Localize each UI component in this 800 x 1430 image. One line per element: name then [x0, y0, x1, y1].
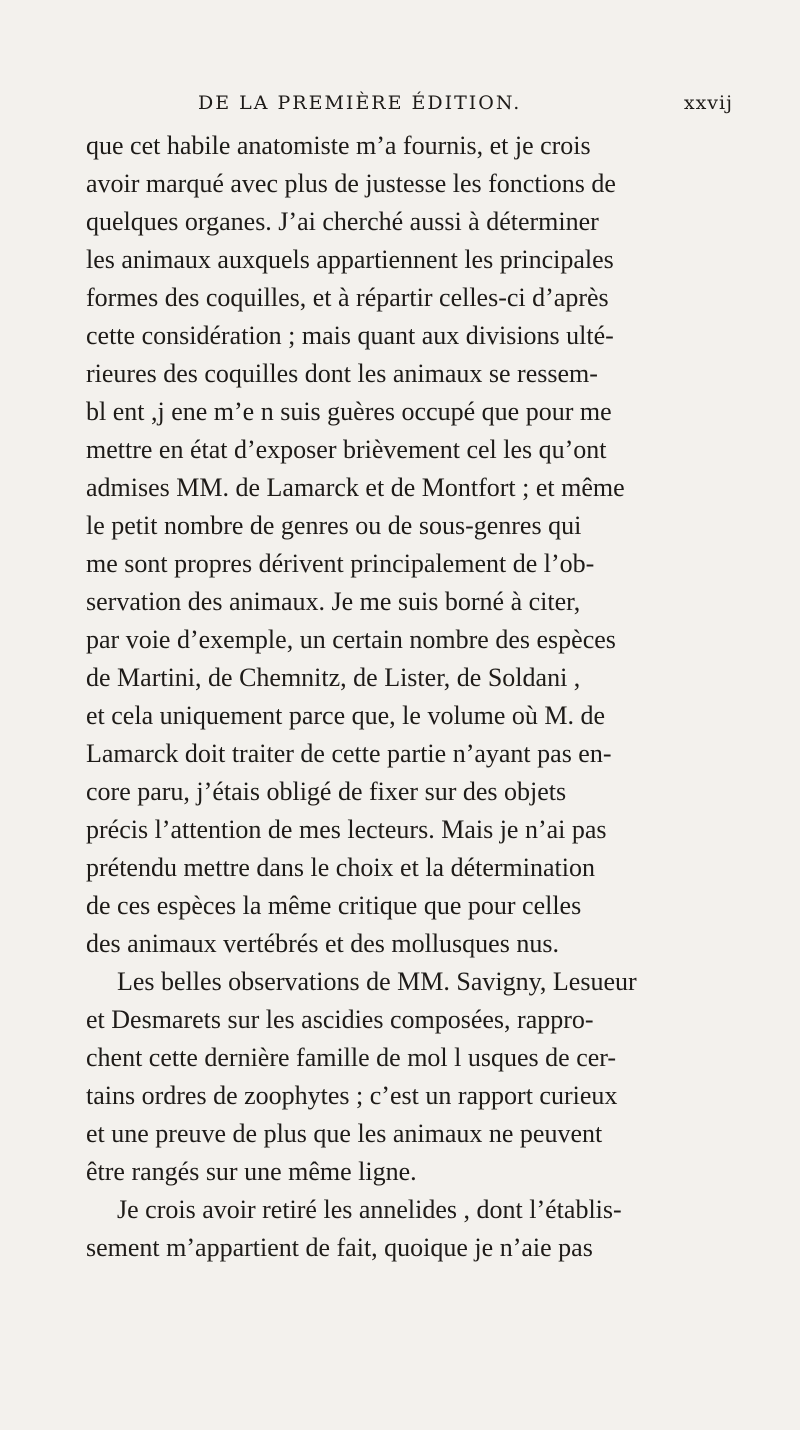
line-text: et cela uniquement parce que, le volume où M. de — [86, 701, 606, 730]
text-line — [0, 432, 800, 468]
text-line — [0, 470, 800, 506]
text-line — [0, 774, 800, 810]
text-line — [0, 1154, 800, 1190]
line-text: de ces espèces la même critique que pour celles — [86, 891, 582, 920]
line-text: Lamarck doit traiter de cette partie n’ayant pas en- — [86, 739, 612, 768]
line-text: mettre en état d’exposer brièvement cel les qu’ont — [86, 435, 607, 464]
text-line — [0, 280, 800, 316]
text-line — [0, 1040, 800, 1076]
text-line — [0, 546, 800, 582]
text-line — [0, 242, 800, 278]
text-line — [0, 1078, 800, 1114]
text-line — [0, 850, 800, 886]
text-line — [0, 128, 800, 164]
line-text: Je crois avoir retiré les annelides , dont l’établis- — [117, 1195, 622, 1224]
line-text: rieures des coquilles dont les animaux se ressem- — [86, 359, 598, 388]
text-line — [0, 622, 800, 658]
line-text: core paru, j’étais obligé de fixer sur des objets — [86, 777, 567, 806]
text-line — [0, 1116, 800, 1152]
line-text: être rangés sur une même ligne. — [86, 1157, 417, 1186]
line-text: formes des coquilles, et à répartir celles-ci d’après — [86, 283, 609, 312]
line-text: Les belles observations de MM. Savigny, Lesueur — [117, 967, 637, 996]
text-line — [0, 1230, 800, 1266]
line-text: sement m’appartient de fait, quoique je n’aie pas — [86, 1233, 593, 1262]
line-text: quelques organes. J’ai cherché aussi à déterminer — [86, 207, 599, 236]
line-text: chent cette dernière famille de mol l usques de cer- — [86, 1043, 617, 1072]
line-text: par voie d’exemple, un certain nombre des espèces — [86, 625, 616, 654]
text-line — [0, 926, 800, 962]
line-text: que cet habile anatomiste m’a fournis, et je crois — [86, 131, 591, 160]
page-number: xxvij — [683, 92, 733, 114]
line-text: des animaux vertébrés et des mollusques nus. — [86, 929, 559, 958]
line-text: précis l’attention de mes lecteurs. Mais je n’ai pas — [86, 815, 607, 844]
text-line — [0, 318, 800, 354]
line-text: de Martini, de Chemnitz, de Lister, de Soldani , — [86, 663, 581, 692]
text-line — [0, 508, 800, 544]
text-line — [0, 888, 800, 924]
line-text: me sont propres dérivent principalement de l’ob- — [86, 549, 595, 578]
line-text: avoir marqué avec plus de justesse les fonctions de — [86, 169, 616, 198]
text-line — [0, 166, 800, 202]
text-line — [0, 736, 800, 772]
line-text: bl ent ,j ene m’e n suis guères occupé que pour me — [86, 397, 612, 426]
line-text: servation des animaux. Je me suis borné à citer, — [86, 587, 581, 616]
text-line — [0, 660, 800, 696]
text-line — [0, 204, 800, 240]
text-line — [0, 356, 800, 392]
running-header-title: DE LA PREMIÈRE ÉDITION. — [198, 92, 522, 114]
line-text: cette considération ; mais quant aux divisions ulté- — [86, 321, 614, 350]
running-header — [198, 92, 733, 122]
text-line — [0, 698, 800, 734]
text-line — [0, 812, 800, 848]
text-line — [0, 1002, 800, 1038]
text-line — [0, 394, 800, 430]
line-text: tains ordres de zoophytes ; c’est un rapport curieux — [86, 1081, 618, 1110]
text-line — [0, 964, 800, 1000]
line-text: et une preuve de plus que les animaux ne peuvent — [86, 1119, 603, 1148]
line-text: les animaux auxquels appartiennent les principales — [86, 245, 614, 274]
text-line — [0, 1192, 800, 1228]
text-line — [0, 584, 800, 620]
line-text: le petit nombre de genres ou de sous-genres qui — [86, 511, 582, 540]
line-text: et Desmarets sur les ascidies composées, rappro- — [86, 1005, 594, 1034]
line-text: admises MM. de Lamarck et de Montfort ; et même — [86, 473, 625, 502]
line-text: prétendu mettre dans le choix et la détermination — [86, 853, 595, 882]
